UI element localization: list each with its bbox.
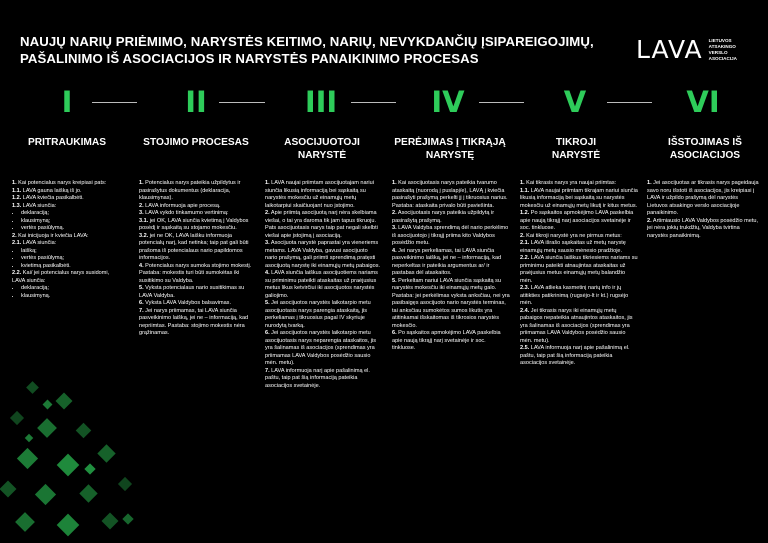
bullet-item: • vertės pasiūlymą;: [21, 255, 120, 263]
step: 3.1. jei OK, LAVA siunčia kvietimą į Valdybos posėdį ir sąskaitą su stojamo mokesčiu.: [139, 217, 249, 231]
bullet-item: • laišką;: [21, 248, 120, 256]
connector-line: [92, 102, 137, 103]
step: 6. Jei asocijuotos narystės laikotarpio metu asocijuotasis narys neparengia ataskaitos, jis yra šalinamas iš asociacijos (sprendimas yra priimamas LAVA Valdybos posėdžio sausio mėn. metu).: [265, 330, 376, 366]
step: 2. Kai inicijuoja ir kviečia LAVA:: [12, 232, 89, 239]
step: 5. Perkeltam nariui LAVA siunčia sąskaitą su narystės mokesčiu iki einamųjų metų galo. Pastaba: jei perkėlimas vyksta anksčiau, nei yra pasibaigęs asocijuoto nario narystės terminas, tai anksčiau sumokėtos sumos likutis yra atitinkamai išskaitomas iš tikrosios narystės mokesčio.: [392, 277, 510, 329]
phase-5-steps: [520, 180, 638, 368]
step: 2.1. LAVA siunčia:: [12, 240, 57, 246]
step: 2. LAVA informuoja apie procesą.: [139, 202, 221, 209]
phase-numeral-5: V: [563, 85, 587, 119]
title-line-1: NAUJŲ NARIŲ PRIĖMIMO, NARYSTĖS KEITIMO, NARIŲ, NEVYKDANČIŲ ĮSIPAREIGOJIMŲ,: [20, 34, 594, 49]
step: 7. LAVA informuoja narį apie pašalinimą el. paštu, taip pat šią informaciją pateikia asociacijos svetainėje.: [265, 367, 370, 389]
phase-title-1: PRITRAUKIMAS: [27, 137, 107, 148]
phase-numeral-3: III: [304, 85, 338, 119]
logo-subtitle: [709, 38, 737, 61]
logo-wordmark: LAVA: [636, 35, 703, 64]
phase-numeral-6: VI: [686, 85, 720, 119]
step: 5. Vyksta potencialaus nario susitikimas su LAVA Valdyba.: [139, 285, 245, 299]
step: 3. LAVA vykdo tinkamumo vertinimą:: [139, 210, 229, 216]
phase-title-2: STOJIMO PROCESAS: [143, 137, 249, 148]
logo-sub-line: ATSAKINGO: [708, 44, 736, 50]
logo-sub-line: VERSLO: [708, 50, 728, 55]
logo-sub-line: ASOCIACIJA: [708, 55, 737, 61]
bullet-item: • vertės pasiūlymą.: [21, 225, 120, 233]
step: 2.2. Kai/ jei potencialus narys susidomi, LAVA siunčia:: [12, 270, 110, 284]
page-title: [20, 33, 620, 67]
step: 6. Po sąskaitos apmokėjimo LAVA paskelbia apie naują tikrąjį narį svetainėje ir soc. tinkluose.: [392, 330, 501, 351]
phase-title-4: PERĖJIMAS Į TIKRĄJĄ NARYSTĘ: [394, 137, 506, 161]
step: 1. Potencialus narys pateikia užpildytus ir pasirašytus dokumentus (deklaracija, klausimynas).: [139, 180, 241, 201]
step: 1.2. LAVA kviečia pasikalbėti.: [12, 195, 84, 201]
phase-numeral-1: I: [61, 85, 73, 119]
lava-logo: [636, 36, 737, 64]
step: 2. Asocijuotasis narys pateikia užpildytą ir pasirašytą prašymą.: [392, 210, 495, 224]
step: 3. LAVA Valdyba sprendimą dėl nario perkėlimo iš asocijuotojo į tikrąjį priima kito Valdybos posėdžio metu.: [392, 225, 509, 246]
step: 6. Vyksta LAVA Valdybos balsavimas.: [139, 300, 231, 306]
bullet-item: • deklaraciją;: [21, 285, 120, 293]
step: 2.5. LAVA informuoja narį apie pašalinimą el. paštu, taip pat šią informaciją pateikia asociacijos svetainėje.: [520, 345, 630, 366]
decorative-diamond-pattern: [0, 375, 150, 543]
title-line-2: PAŠALINIMO IŠ ASOCIACIJOS IR NARYSTĖS PANAIKINIMO PROCESAS: [20, 51, 479, 66]
bullet-list: [12, 285, 120, 300]
step: 4. Potencialus narys sumoka stojimo mokestį. Pastaba: mokestis turi būti sumokėtas iki susitikimo su Valdyba.: [139, 262, 252, 284]
step: 1. Jei asocijuotas ar tikrasis narys pageidauja savo noru išstoti iš asociacijos, jis kreipiasi į LAVA ir užpildo prašymą dėl narystės Lietuvos atsakingo verslo asociacijoje panaikinimo.: [647, 180, 759, 216]
step: 1.3. LAVA siunčia:: [12, 202, 57, 209]
step: 2. Artimiausio LAVA Valdybos posėdžio metu, jei nėra jokių trukdžių, Valdyba tvirtina narystės panaikinimą.: [647, 217, 759, 239]
step: 1. LAVA naujai priimtam asocijuotajam nariui siunčia likusią informaciją bei sąskaitą su narystės mokesčiu už einamųjų metų laikotarpiui skaičiuojant nuo įstojimo.: [265, 180, 374, 209]
bullet-list: [12, 210, 120, 233]
connector-line: [479, 102, 524, 103]
phase-title-6: IŠSTOJIMAS IŠ ASOCIACIJOS: [668, 137, 742, 161]
step: 5. Jei asocijuotos narystės laikotarpio metu asocijuotasis narys parengia ataskaitą, jis perkeliamas į tikruosius pagal IV skyriuje nurodytą tvarką.: [265, 300, 371, 329]
bullet-item: • klausimyną;: [21, 218, 120, 226]
step: 1. Kai asocijuotasis narys pateikia tvarumo ataskaitą (nuorodą į puslapį/e), LAVĄ į kviečia pasirašyti prašymą perkelti jį į tikruosius narius. Pastaba: ataskaita privalo būti paviešinta.: [392, 180, 508, 209]
step: 3. Asocijuota narystė paprastai yra vieneriems metams. LAVA Valdyba, gavusi asocijuoto nario prašymą, gali priimti sprendimą pratęsti asocijuotą narystę iki einamųjų metų pabaigos.: [265, 240, 381, 269]
phase-numeral-4: IV: [431, 85, 465, 119]
step: 2.4. Jei tikrasis narys iki einamųjų metų pabaigos nepateikia atnaujintos ataskaitos, jis yra šalinamas iš asociacijos (sprendimas yra priimamas LAVA Valdybos posėdžio sausio mėn. metu).: [520, 307, 633, 344]
step: 1. Kai potencialus narys kreipiasi pats:: [12, 180, 107, 186]
step: 1.1. LAVA naujai priimtam tikrajam nariui siunčia likusią informaciją bei sąskaitą su narystės mokesčiu už einamųjų metų likutį ir kitus metus.: [520, 187, 638, 209]
bullet-item: • klausimyną.: [21, 293, 120, 301]
bullet-item: • kvietimą pasikalbėti.: [21, 263, 120, 271]
step: 1.1. LAVA gauna laišką iš jo.: [12, 187, 82, 194]
step: 2.1. LAVA išrašo sąskaitas už metų narystę einamųjų metų sausio mėnesio pradžioje.: [520, 240, 626, 254]
phase-1-steps: [12, 180, 120, 300]
bullet-item: • deklaraciją;: [21, 210, 120, 218]
step: 1. Kai tikrasis narys yra naujai priimtas:: [520, 180, 617, 186]
phase-3-steps: [265, 180, 381, 390]
connector-line: [219, 102, 265, 103]
step: 4. LAVA siunčia laiškus asocijuotiems nariams su priminimu pateikti ataskaitas už praėjusius metus likus ketvirčiui iki asocijuotos narystės galiojimo.: [265, 270, 378, 299]
step: 2.2. LAVA siunčia laiškus tikriesiems nariams su priminimu pateikti atnaujintas ataskaitas už praėjusius metus einamųjų metų balandžio mėn.: [520, 255, 638, 284]
step: 2.3. LAVA atlieka kasmetinį narių info ir jų atitikties patikrinimą (rugsėjo-lt ir kt.) rugsėjo mėn.: [520, 285, 629, 306]
connector-line: [607, 102, 652, 103]
phase-numeral-2: II: [185, 85, 207, 119]
phase-title-3: ASOCIJUOTOJI NARYSTĖ: [284, 137, 360, 161]
step: 4. Jei narys perkeliamas, tai LAVA siunčia pasveikinimo laišką, jei ne – informaciją, kad neperkeltas ir pateikia argumentus ar/ ir pastabas dėl ataskaitos.: [392, 247, 502, 276]
phase-6-steps: [647, 180, 759, 240]
connector-line: [351, 102, 396, 103]
step: 7. Jei narys priimamas, tai LAVA siunčia pasveikinimo laišką, jei ne – informaciją, kad nepriimtas. Pastaba: stojimo mokestis nėra grąžinamas.: [139, 307, 249, 336]
step: 1.2. Po sąskaitos apmokėjimo LAVA paskelbia apie naują tikrąjį narį asociacijos svetainėje ir soc. tinkluose.: [520, 210, 634, 231]
phase-2-steps: [139, 180, 255, 338]
logo-sub-line: LIETUVOS: [708, 38, 732, 44]
phase-title-5: TIKROJI NARYSTĖ: [551, 137, 601, 161]
step: 3.2. jei ne OK, LAVA laišku informuoja potencialų narį, kad netinka; taip pat gali būti prašoma iš potencialaus nario papildomos informacijos.: [139, 232, 249, 261]
step: 2. Kai tikroji narystė yra ne pirmus metus:: [520, 232, 622, 239]
bullet-list: [12, 248, 120, 271]
step: 2. Apie priimtą asocijuotą narį nėra skelbiama viešai, o tai yra daroma tik jam tapus tikruoju. Pats asocijuotasis narys taip pat negali skelbti viešai apie įstojimą į asociaciją.: [265, 210, 378, 239]
phase-4-steps: [392, 180, 510, 353]
